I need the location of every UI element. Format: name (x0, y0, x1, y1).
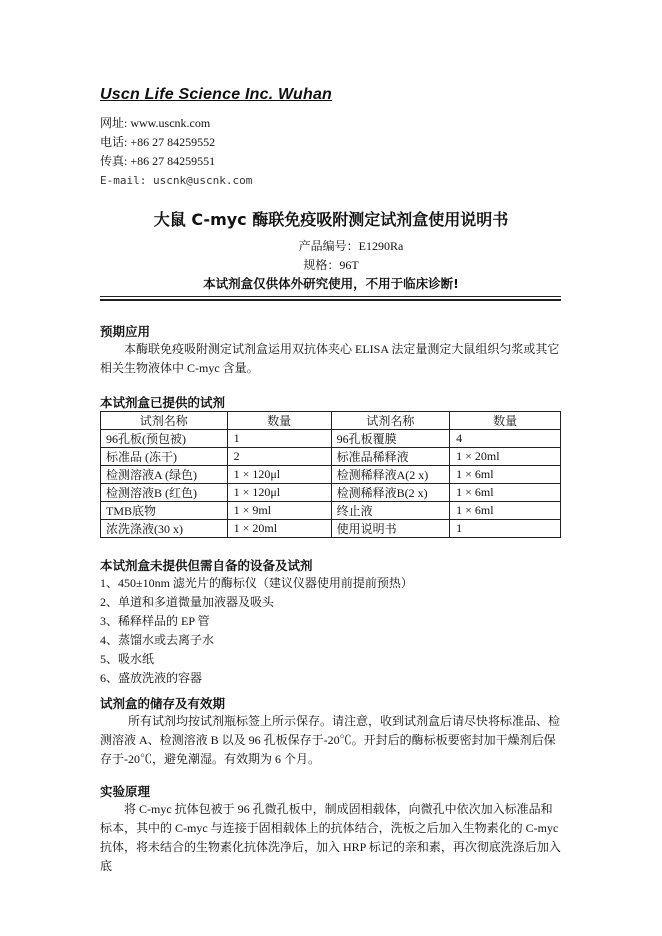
company-name: Uscn Life Science Inc. Wuhan (100, 86, 333, 103)
reagent-name-cell: 96孔板覆膜 (331, 430, 450, 448)
quantity-cell: 1 × 6ml (450, 466, 561, 484)
phone-line: 电话: +86 27 84259552 (100, 135, 216, 149)
product-spec: 规格：96T (303, 258, 359, 272)
list-item: 2、单道和多道微量加液器及吸头 (100, 595, 275, 609)
principle-heading: 实验原理 (100, 784, 151, 799)
quantity-cell: 1 × 6ml (450, 484, 561, 502)
reagent-name-cell: 标准品 (冻干) (101, 448, 228, 466)
quantity-cell: 1 × 120μl (227, 466, 331, 484)
column-header: 数量 (450, 412, 561, 430)
equipment-list (100, 574, 413, 688)
quantity-cell: 1 × 20ml (227, 520, 331, 538)
reagent-name-cell: 检测稀释液B(2 x) (331, 484, 450, 502)
table-row (101, 484, 561, 502)
table-row (101, 520, 561, 538)
reagent-name-cell: 检测溶液A (绿色) (101, 466, 228, 484)
reagent-name-cell: 检测溶液B (红色) (101, 484, 228, 502)
intended-use-heading: 预期应用 (100, 324, 151, 339)
column-header: 试剂名称 (101, 412, 228, 430)
reagent-name-cell: 终止液 (331, 502, 450, 520)
list-item: 6、盛放洗液的容器 (100, 671, 203, 685)
table-row (101, 430, 561, 448)
reagent-name-cell: 使用说明书 (331, 520, 450, 538)
reagent-name-cell: 检测稀释液A(2 x) (331, 466, 450, 484)
list-item: 3、稀释样品的 EP 管 (100, 614, 210, 628)
research-use-warning: 本试剂盒仅供体外研究使用，不用于临床诊断! (203, 276, 459, 291)
contact-info (100, 114, 252, 190)
table-row (101, 502, 561, 520)
quantity-cell: 1 × 20ml (450, 448, 561, 466)
reagent-name-cell: 96孔板(预包被) (101, 430, 228, 448)
intended-use-text: 本酶联免疫吸附测定试剂盒运用双抗体夹心 ELISA 法定量测定大鼠组织匀浆或其它相关生物液体中 C-myc 含量。 (100, 342, 560, 375)
divider-thin (100, 296, 561, 297)
column-header: 试剂名称 (331, 412, 450, 430)
storage-text: 所有试剂均按试剂瓶标签上所示保存。请注意，收到试剂盒后请尽快将标准品、检测溶液 A、检测溶液 B 以及 96 孔板保存于-20℃。开封后的酶标板要密封加干燥剂后保存于-20℃，避免潮湿。有效期为 6 个月。 (100, 714, 561, 766)
quantity-cell: 1 (227, 430, 331, 448)
storage-heading: 试剂盒的储存及有效期 (100, 696, 226, 711)
reagents-table (100, 411, 561, 538)
reagents-heading: 本试剂盒已提供的试剂 (100, 395, 226, 410)
quantity-cell: 1 × 120μl (227, 484, 331, 502)
list-item: 5、吸水纸 (100, 652, 155, 666)
table-header-row (101, 412, 561, 430)
list-item: 1、450±10nm 滤光片的酶标仪（建议仪器使用前提前预热） (100, 576, 413, 590)
table-row (101, 448, 561, 466)
list-item: 4、蒸馏水或去离子水 (100, 633, 215, 647)
divider-thick (100, 299, 561, 301)
reagent-name-cell: 浓洗涤液(30 x) (101, 520, 228, 538)
email-line: E-mail: uscnk@uscnk.com (100, 174, 253, 187)
column-header: 数量 (227, 412, 331, 430)
quantity-cell: 1 (450, 520, 561, 538)
table-row (101, 466, 561, 484)
principle-text: 将 C-myc 抗体包被于 96 孔微孔板中，制成固相载体，向微孔中依次加入标准品和标本，其中的 C-myc 与连接于固相载体上的抗体结合，洗板之后加入生物素化的 C-myc 抗体，将未结合的生物素化抗体洗净后，加入 HRP 标记的亲和素，再次彻底洗涤后加入底 (100, 802, 561, 873)
equipment-heading: 本试剂盒未提供但需自备的设备及试剂 (100, 558, 313, 573)
fax-line: 传真: +86 27 84259551 (100, 154, 216, 168)
reagent-name-cell: TMB底物 (101, 502, 228, 520)
document-title: 大鼠 C-myc 酶联免疫吸附测定试剂盒使用说明书 (153, 210, 509, 229)
product-number: 产品编号：E1290Ra (298, 239, 404, 253)
quantity-cell: 1 × 9ml (227, 502, 331, 520)
reagent-name-cell: 标准品稀释液 (331, 448, 450, 466)
quantity-cell: 1 × 6ml (450, 502, 561, 520)
website-line: 网址: www.uscnk.com (100, 116, 211, 130)
quantity-cell: 2 (227, 448, 331, 466)
quantity-cell: 4 (450, 430, 561, 448)
